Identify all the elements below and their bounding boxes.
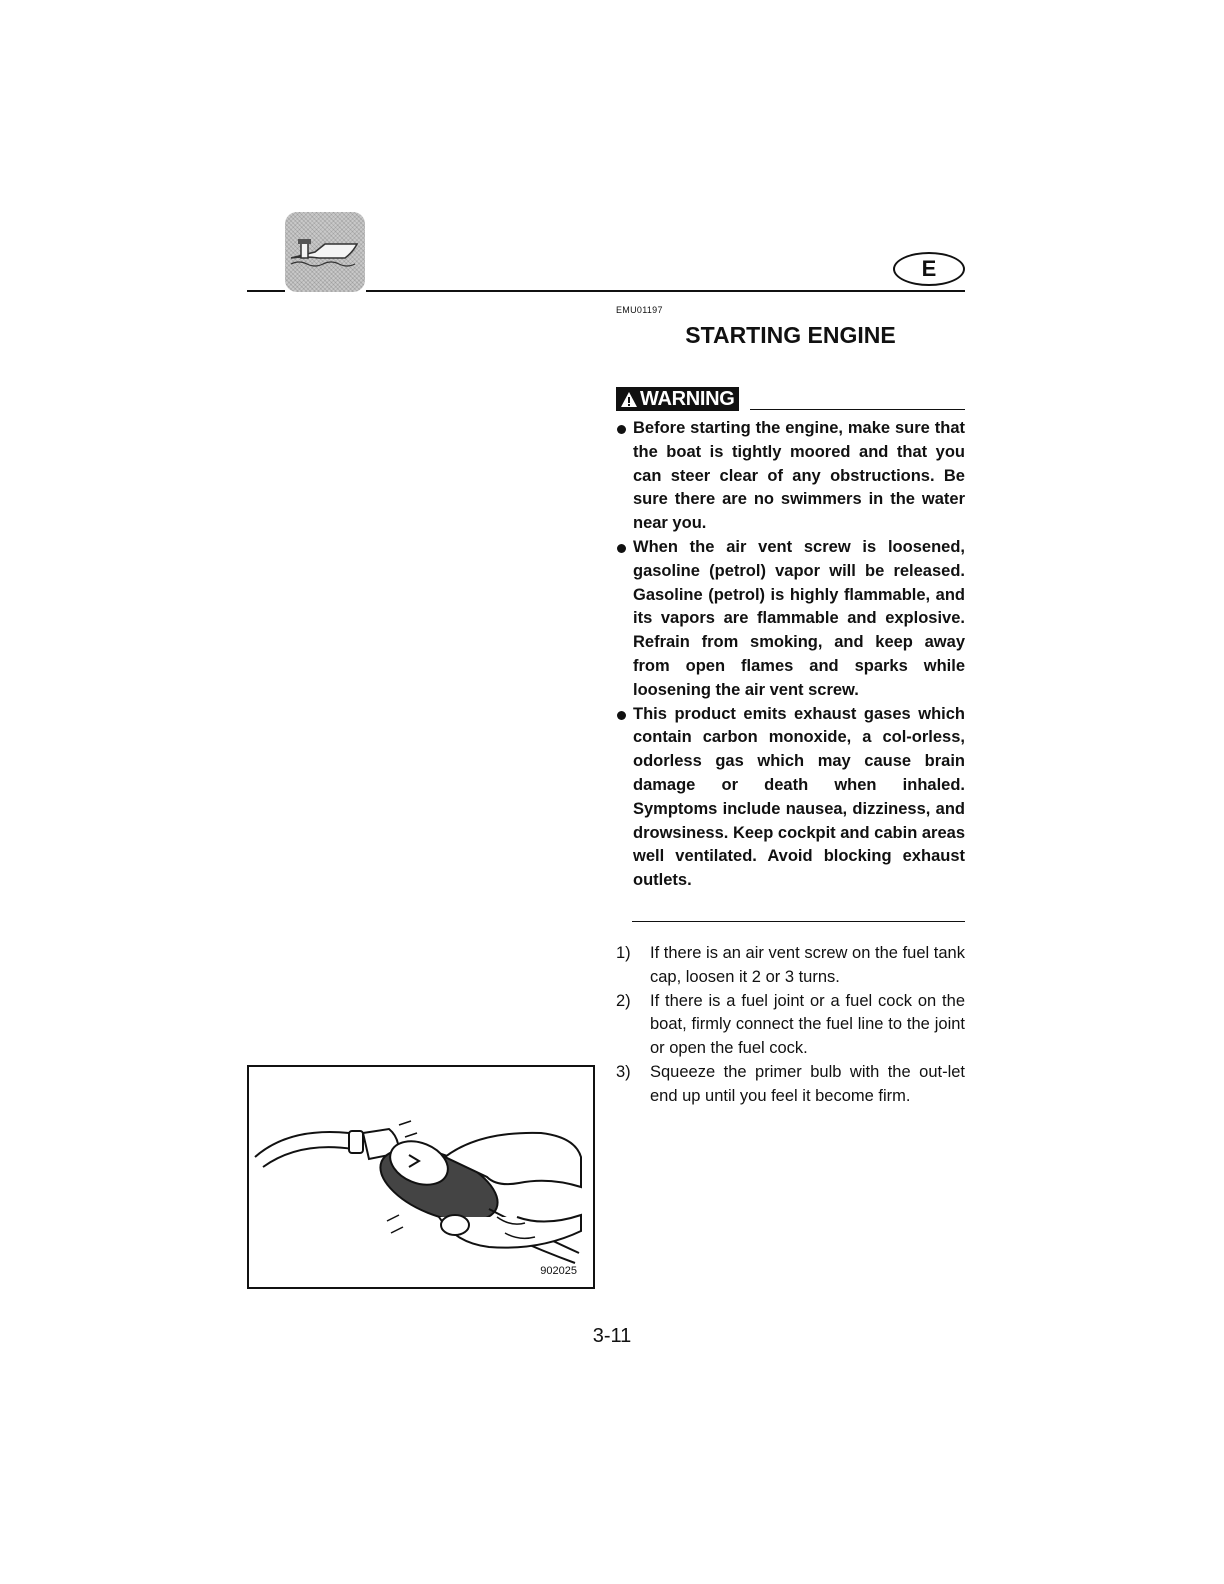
header-rule-left [247,290,285,292]
page-number: 3-11 [592,1325,632,1347]
warning-rule-top [750,409,965,410]
header-rule-right [366,290,965,292]
warning-list [616,417,965,893]
step-number: 2) [616,991,631,1010]
figure-primer-bulb [247,1065,595,1289]
warning-label-text: WARNING [640,387,735,410]
step-item [616,942,965,990]
document-code: EMU01197 [616,305,663,315]
hand-squeezing-primer-bulb-illustration [249,1067,593,1287]
step-text: If there is an air vent screw on the fuel tank cap, loosen it 2 or 3 turns. [650,944,965,986]
step-text: Squeeze the primer bulb with the out-let end up until you feel it become firm. [650,1062,965,1105]
boat-engine-icon [285,212,365,292]
page-title: STARTING ENGINE [685,322,896,348]
figure-code: 902025 [540,1265,577,1277]
step-item [616,990,965,1061]
language-badge: E [893,252,965,286]
step-number: 3) [616,1062,631,1081]
step-item [616,1061,965,1109]
warning-item: This product emits exhaust gases which contain carbon monoxide, a col-orless, odorless gas which may cause brain damage or death when inhaled. Symptoms include nausea, dizziness, and drowsiness. Keep cockpit and cabin areas well ventilated. Avoid blocking exhaust outlets. [616,703,965,893]
step-text: If there is a fuel joint or a fuel cock on the boat, firmly connect the fuel line to the joint or open the fuel cock. [650,991,965,1058]
warning-item: When the air vent screw is loosened, gasoline (petrol) vapor will be released. Gasoline (petrol) is highly flammable, and its vapors are flammable and explosive. Refrain from smoking, and keep away from open flames and sparks while loosening the air vent screw. [616,536,965,703]
warning-triangle-icon [620,391,638,408]
steps-list [616,942,965,1109]
step-number: 1) [616,944,631,962]
warning-item: Before starting the engine, make sure that the boat is tightly moored and that you can steer clear of any obstructions. Be sure there are no swimmers in the water near you. [616,417,965,536]
warning-rule-bottom [632,921,965,922]
warning-label [616,387,739,411]
